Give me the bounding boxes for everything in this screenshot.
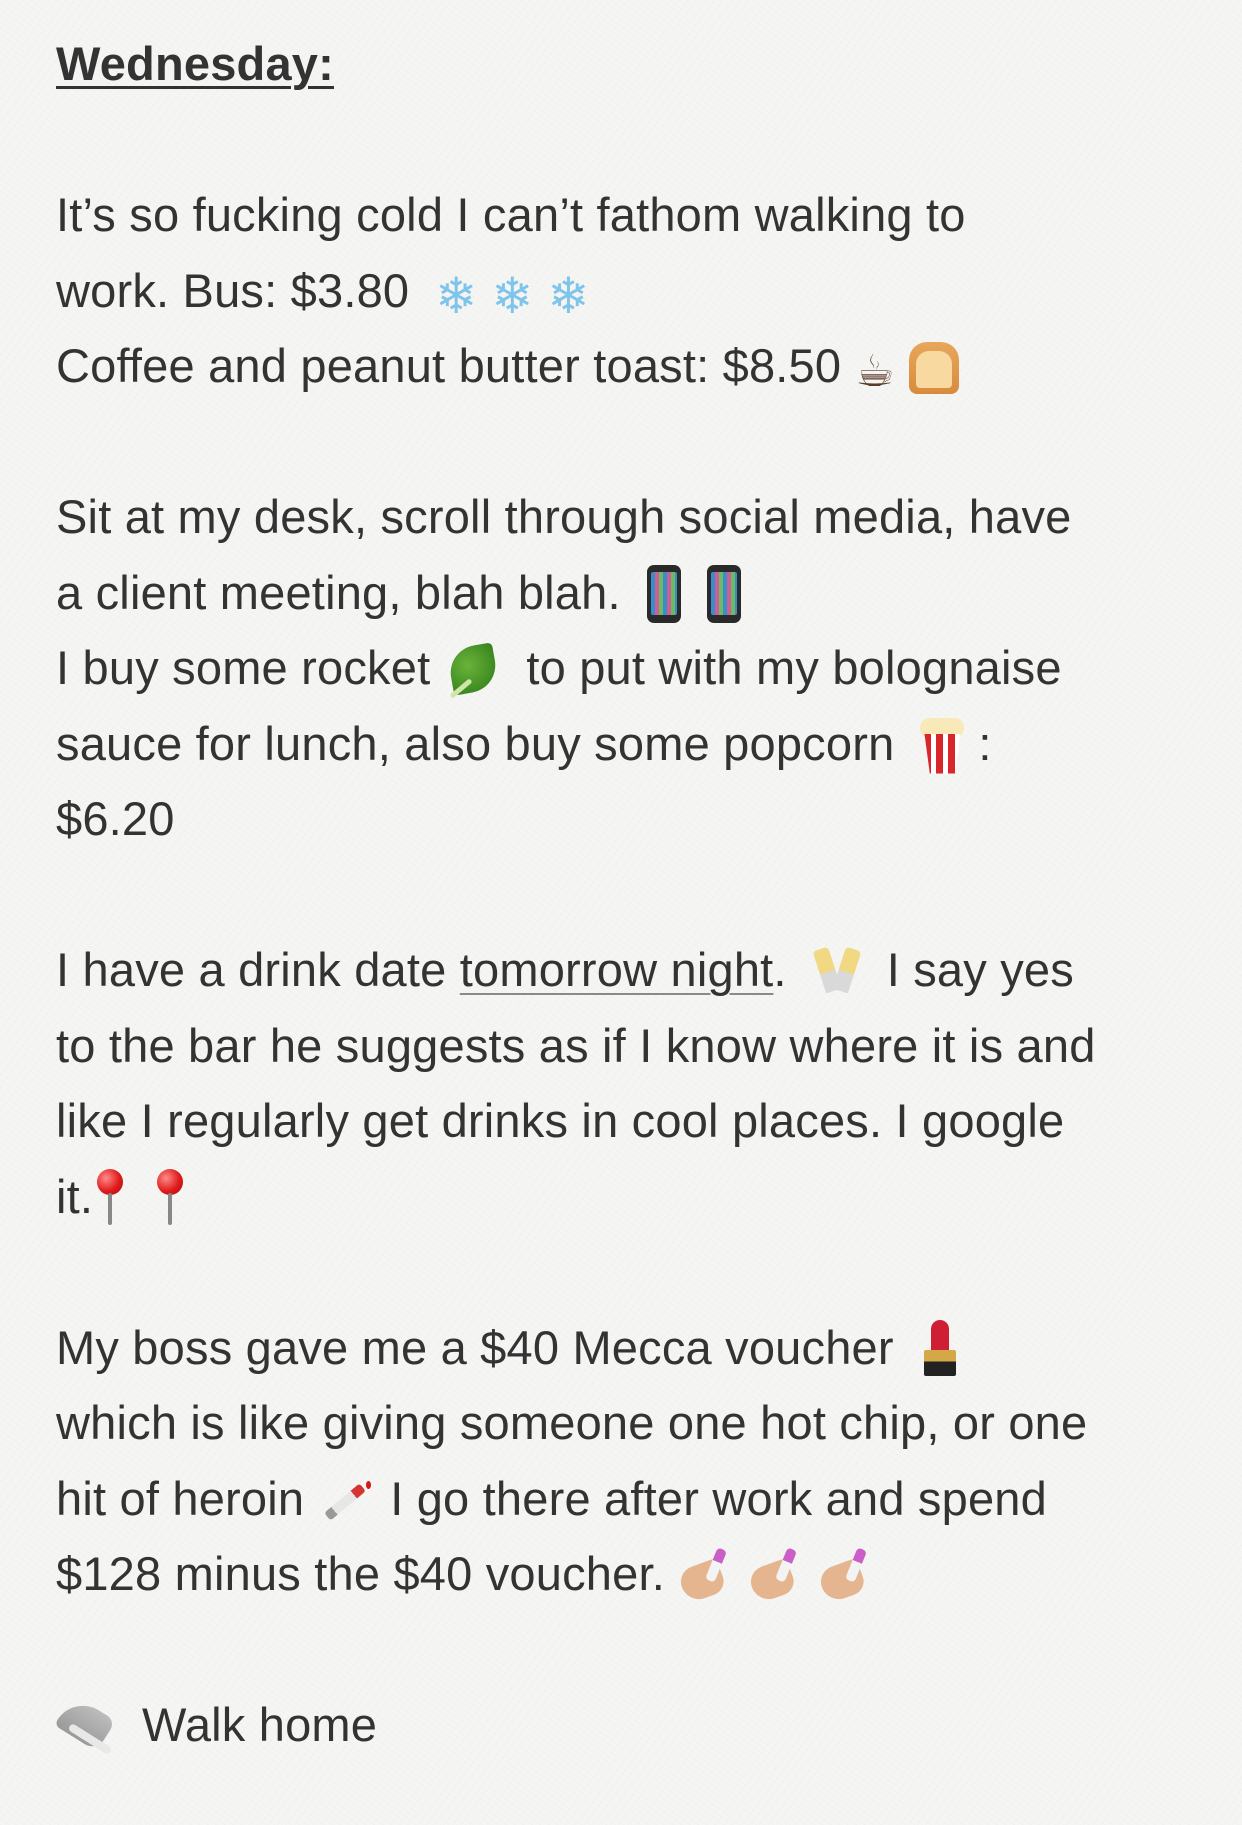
blank-line <box>56 404 1226 480</box>
text-span: $128 minus the $40 voucher. <box>56 1547 665 1600</box>
snowflake-icon: ❄ <box>435 267 478 324</box>
text-span: Coffee and peanut butter toast: $8.50 <box>56 339 842 392</box>
coffee-icon: ☕ <box>855 347 895 396</box>
mobile-phone-icon <box>707 565 741 623</box>
paragraph-2-line-3 <box>56 630 1226 706</box>
paragraph-1-line-2 <box>56 253 1226 329</box>
paragraph-4-line-3 <box>56 1461 1226 1537</box>
mobile-phone-icon <box>647 565 681 623</box>
text-span: it. <box>56 1169 94 1223</box>
sneaker-icon <box>56 1697 116 1753</box>
note-title: Wednesday: <box>56 37 334 90</box>
bread-icon <box>909 342 959 394</box>
text-span: work. Bus: $3.80 <box>56 263 410 317</box>
blank-line <box>56 1612 1226 1688</box>
text-span: Sit at my desk, scroll through social media, have <box>56 490 1072 543</box>
text-span: to the bar he suggests as if I know where it is and <box>56 1018 1096 1072</box>
text-span: sauce for lunch, also buy some popcorn <box>56 716 895 770</box>
text-span: a client meeting, blah blah. <box>56 565 621 619</box>
paragraph-1-line-3 <box>56 328 1226 404</box>
paragraph-2-line-1 <box>56 479 1226 555</box>
nail-polish-icon <box>749 1546 805 1604</box>
paragraph-4-line-4 <box>56 1536 1226 1612</box>
text-span: : <box>978 716 992 770</box>
date-link[interactable]: tomorrow night <box>459 943 774 996</box>
text-span: . <box>773 943 787 996</box>
text-span: which is like giving someone one hot chip, or one <box>56 1396 1088 1449</box>
blank-line <box>56 1234 1226 1310</box>
text-span: I buy some rocket <box>56 641 431 694</box>
text-span: hit of heroin <box>56 1471 305 1525</box>
blank-line <box>56 857 1226 933</box>
text-span: like I regularly get drinks in cool places. I google <box>56 1094 1065 1147</box>
text-span: I say yes <box>886 943 1074 996</box>
blank-line <box>56 102 1226 178</box>
text-span: $6.20 <box>56 792 175 845</box>
paragraph-2-line-4 <box>56 706 1226 782</box>
paragraph-5-line-1 <box>56 1687 1226 1763</box>
paragraph-1-line-1 <box>56 177 1226 253</box>
note-title-line <box>56 26 1226 102</box>
paragraph-3-line-3 <box>56 1083 1226 1159</box>
text-span: My boss gave me a $40 Mecca voucher <box>56 1320 894 1374</box>
paragraph-2-line-5 <box>56 781 1226 857</box>
paragraph-3-line-1 <box>56 932 1226 1008</box>
paragraph-3-line-4 <box>56 1159 1226 1235</box>
text-span: Walk home <box>142 1698 378 1751</box>
syringe-icon <box>318 1473 376 1529</box>
paragraph-4-line-2 <box>56 1385 1226 1461</box>
note-body[interactable] <box>56 26 1226 1763</box>
nail-polish-icon <box>679 1546 735 1604</box>
paragraph-2-line-2 <box>56 555 1226 631</box>
snowflake-icon: ❄ <box>547 267 590 324</box>
text-span: I go there after work and spend <box>390 1471 1047 1525</box>
nail-polish-icon <box>819 1546 875 1604</box>
popcorn-icon <box>920 718 964 774</box>
text-span: It’s so fucking cold I can’t fathom walking to <box>56 188 966 241</box>
paragraph-3-line-2 <box>56 1008 1226 1084</box>
paragraph-4-line-1 <box>56 1310 1226 1386</box>
champagne-glasses-icon <box>813 944 861 1000</box>
pushpin-icon <box>153 1169 187 1227</box>
text-span: I have a drink date <box>56 943 460 996</box>
lipstick-icon <box>920 1320 960 1378</box>
text-span: to put with my bolognaise <box>526 641 1062 694</box>
leafy-green-icon <box>444 642 500 698</box>
snowflake-icon: ❄ <box>491 267 534 324</box>
pushpin-icon <box>93 1169 127 1227</box>
